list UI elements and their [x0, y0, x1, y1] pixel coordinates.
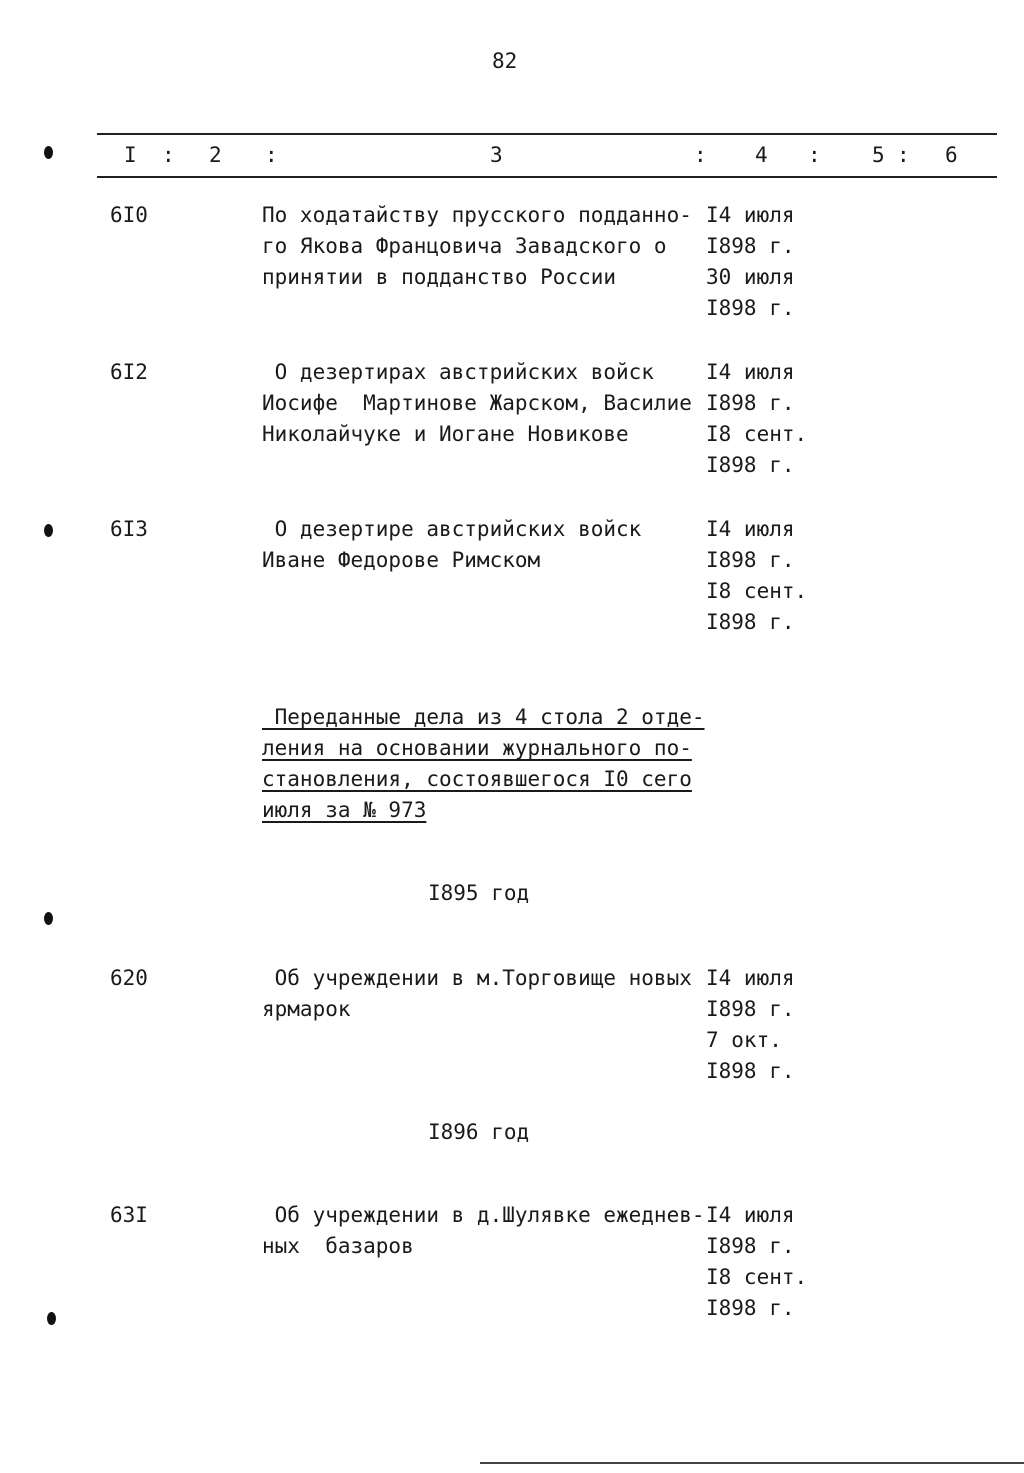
transfer-note-line: ления на основании журнального по-	[262, 736, 692, 760]
record-title-line: По ходатайству прусского подданно-	[262, 203, 692, 227]
record-date-line: I898 г.	[706, 997, 795, 1021]
record-date-line: I8 сент.	[706, 422, 808, 446]
transfer-note-line: июля за № 973	[262, 798, 427, 822]
record-title-line: Иосифе Мартинове Жарском, Василие	[262, 391, 692, 415]
record-number: 6I0	[110, 203, 148, 227]
record-title-line: Иване Федорове Римском	[262, 548, 541, 572]
punch-hole	[44, 146, 53, 159]
record-date-line: I4 июля	[706, 203, 795, 227]
col-header-4: 4	[755, 143, 768, 167]
record-number: 620	[110, 966, 148, 990]
record-date-line: I4 июля	[706, 360, 795, 384]
record-date-line: I898 г.	[706, 1059, 795, 1083]
record-date-line: I4 июля	[706, 517, 795, 541]
record-number: 63I	[110, 1203, 148, 1227]
record-date-line: I898 г.	[706, 1234, 795, 1258]
record-title-line: Об учреждении в д.Шулявке ежеднев-	[262, 1203, 705, 1227]
record-number: 6I2	[110, 360, 148, 384]
record-title-line: Николайчуке и Иогане Новикове	[262, 422, 629, 446]
col-separator: :	[162, 143, 175, 167]
record-date-line: I898 г.	[706, 548, 795, 572]
record-date-line: I898 г.	[706, 453, 795, 477]
transfer-note-line: становления, состоявшегося I0 сего	[262, 767, 692, 791]
col-separator: :	[694, 143, 707, 167]
record-title-line: О дезертирах австрийских войск	[262, 360, 654, 384]
col-separator: :	[265, 143, 278, 167]
col-header-5: 5	[872, 143, 885, 167]
col-header-2: 2	[209, 143, 222, 167]
record-date-line: I8 сент.	[706, 1265, 808, 1289]
record-date-line: I898 г.	[706, 1296, 795, 1320]
punch-hole	[47, 1312, 56, 1325]
record-title-line: Об учреждении в м.Торговище новых	[262, 966, 692, 990]
page-number: 82	[492, 49, 518, 73]
col-header-3: 3	[490, 143, 503, 167]
record-date-line: I898 г.	[706, 610, 795, 634]
record-date-line: I898 г.	[706, 391, 795, 415]
record-date-line: 30 июля	[706, 265, 795, 289]
record-title-line: О дезертире австрийских войск	[262, 517, 642, 541]
record-date-line: I4 июля	[706, 966, 795, 990]
record-number: 6I3	[110, 517, 148, 541]
record-title-line: принятии в подданство Pоссии	[262, 265, 617, 289]
bottom-edge-rule	[480, 1462, 1024, 1464]
header-bottom-rule	[97, 176, 997, 178]
record-date-line: I898 г.	[706, 296, 795, 320]
record-date-line: 7 окт.	[706, 1028, 782, 1052]
record-date-line: I4 июля	[706, 1203, 795, 1227]
year-heading: I896 год	[428, 1120, 530, 1144]
punch-hole	[44, 912, 53, 925]
col-header-6: 6	[945, 143, 958, 167]
header-top-rule	[97, 133, 997, 135]
year-heading: I895 год	[428, 881, 530, 905]
col-header-1: I	[124, 143, 137, 167]
col-separator: :	[808, 143, 821, 167]
transfer-note-line: Переданные дела из 4 стола 2 отде-	[262, 705, 705, 729]
col-separator: :	[897, 143, 910, 167]
record-title-line: ярмарок	[262, 997, 351, 1021]
punch-hole	[44, 524, 53, 537]
record-title-line: го Якова Францовича Завадского о	[262, 234, 667, 258]
record-date-line: I898 г.	[706, 234, 795, 258]
record-title-line: ных базаров	[262, 1234, 414, 1258]
record-date-line: I8 сент.	[706, 579, 808, 603]
